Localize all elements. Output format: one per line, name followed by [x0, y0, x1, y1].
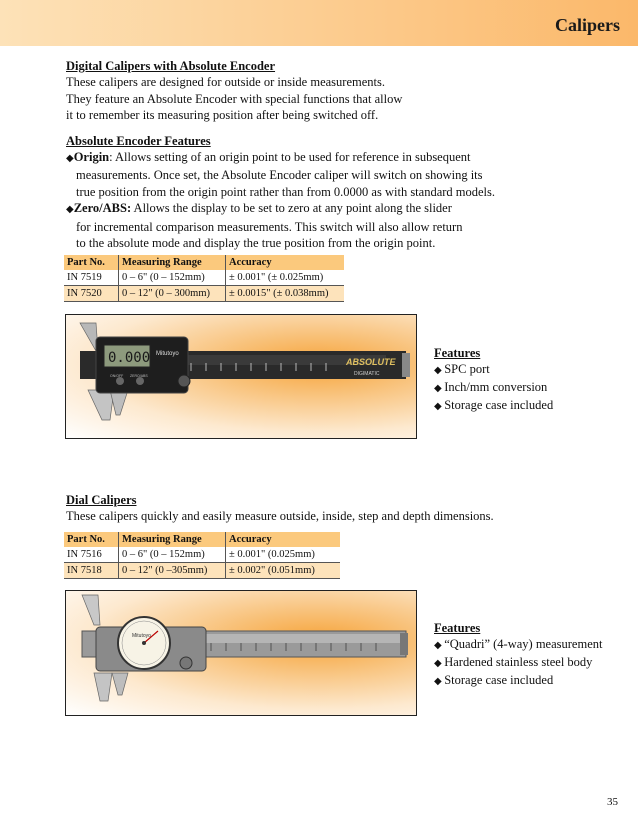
diamond-bullet-icon: ◆	[434, 676, 445, 687]
list-item	[434, 379, 553, 397]
table-cell: IN 7520	[64, 286, 119, 302]
table-cell: ± 0.001" (± 0.025mm)	[226, 270, 345, 286]
zero-abs-label: Zero/ABS:	[73, 201, 132, 215]
zero-abs-text: Allows the display to be set to zero at any point along the slider	[131, 201, 452, 215]
zero-abs-feature	[66, 200, 495, 219]
col-header: Accuracy	[226, 532, 341, 547]
feature-text: Storage case included	[444, 398, 554, 412]
dial-features	[434, 620, 602, 690]
origin-text-line: measurements. Once set, the Absolute Encoder caliper will switch on showing its	[76, 168, 483, 182]
dial-heading: Dial Calipers	[66, 493, 137, 507]
list-item	[434, 654, 602, 672]
origin-feature	[66, 149, 495, 168]
table-row	[64, 547, 340, 563]
on-off-label: ON/OFF	[110, 374, 124, 378]
zero-abs-text-line: to the absolute mode and display the true position from the origin point.	[76, 236, 436, 250]
col-header: Part No.	[64, 255, 119, 270]
features-title: Features	[434, 621, 481, 635]
diamond-bullet-icon: ◆	[66, 152, 74, 164]
col-header: Measuring Range	[119, 532, 226, 547]
list-item	[434, 361, 553, 379]
col-header: Measuring Range	[119, 255, 226, 270]
scale-sublabel: DIGIMATIC	[354, 371, 380, 377]
dial-caliper-image	[66, 591, 416, 715]
encoder-features-heading: Absolute Encoder Features	[66, 133, 211, 148]
table-cell: 0 – 6" (0 – 152mm)	[119, 547, 226, 563]
col-header: Accuracy	[226, 255, 345, 270]
list-item	[434, 636, 602, 654]
lcd-readout: 0.000	[108, 350, 151, 366]
diamond-bullet-icon: ◆	[434, 365, 445, 376]
digital-features	[434, 345, 553, 415]
col-header: Part No.	[64, 532, 119, 547]
origin-text: : Allows setting of an origin point to be used for reference in subsequent	[109, 149, 471, 164]
table-cell: 0 – 12" (0 –305mm)	[119, 563, 226, 579]
dial-intro: These calipers quickly and easily measure outside, inside, step and depth dimensions.	[66, 509, 494, 523]
digital-intro-line: it to remember its measuring position after being switched off.	[66, 108, 379, 122]
page-header	[0, 0, 638, 46]
digital-calipers-section	[66, 58, 495, 252]
feature-text: “Quadri” (4-way) measurement	[444, 637, 603, 651]
diamond-bullet-icon: ◆	[434, 383, 445, 394]
origin-text-line: true position from the origin point rather than from 0.0000 as with standard models.	[76, 184, 496, 199]
table-cell: ± 0.002" (0.051mm)	[226, 563, 341, 579]
diamond-bullet-icon: ◆	[434, 401, 445, 412]
dial-spec-table	[64, 532, 340, 579]
table-header-row	[64, 255, 344, 270]
table-cell: IN 7516	[64, 547, 119, 563]
zero-abs-text-line: for incremental comparison measurements. This switch will also allow return	[76, 219, 463, 234]
table-cell: 0 – 12" (0 – 300mm)	[119, 286, 226, 302]
scale-label: ABSOLUTE	[346, 357, 396, 367]
zero-abs-button-label: ZERO/ABS	[130, 374, 148, 378]
digital-heading: Digital Calipers with Absolute Encoder	[66, 59, 276, 73]
feature-text: SPC port	[444, 362, 490, 376]
dial-calipers-section	[66, 492, 494, 525]
diamond-bullet-icon: ◆	[434, 658, 445, 669]
feature-text: Hardened stainless steel body	[444, 655, 593, 669]
page-number: 35	[607, 796, 618, 808]
table-row	[64, 563, 340, 579]
table-cell: 0 – 6" (0 – 152mm)	[119, 270, 226, 286]
table-cell: IN 7519	[64, 270, 119, 286]
digital-intro-line: They feature an Absolute Encoder with special functions that allow	[66, 91, 403, 106]
features-title: Features	[434, 346, 481, 360]
table-cell: IN 7518	[64, 563, 119, 579]
origin-label: Origin	[73, 149, 110, 164]
brand-label: Mitutoyo	[156, 351, 179, 357]
feature-text: Storage case included	[444, 673, 554, 687]
digital-spec-table	[64, 255, 344, 302]
table-cell: ± 0.001" (0.025mm)	[226, 547, 341, 563]
list-item	[434, 672, 602, 690]
table-header-row	[64, 532, 340, 547]
digital-caliper-photo	[65, 314, 417, 439]
list-item	[434, 397, 553, 415]
diamond-bullet-icon: ◆	[66, 204, 74, 215]
dial-brand-label: Mitutoyo	[132, 633, 151, 639]
digital-intro-line: These calipers are designed for outside or inside measurements.	[66, 75, 385, 89]
diamond-bullet-icon: ◆	[434, 640, 445, 651]
digital-caliper-image	[66, 315, 416, 438]
section-title: Calipers	[555, 15, 620, 35]
dial-caliper-photo	[65, 590, 417, 716]
table-row	[64, 270, 344, 286]
table-cell: ± 0.0015" (± 0.038mm)	[226, 286, 345, 302]
table-row	[64, 286, 344, 302]
feature-text: Inch/mm conversion	[444, 380, 548, 394]
